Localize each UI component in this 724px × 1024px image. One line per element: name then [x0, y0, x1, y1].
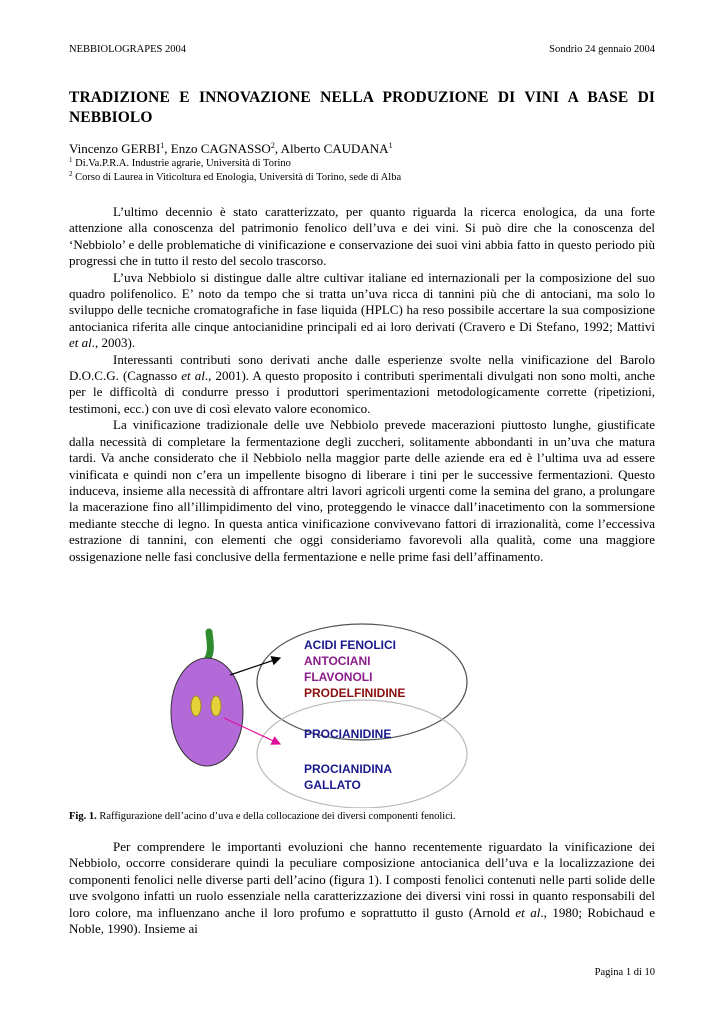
label-prodelfinidine: PRODELFINIDINE — [304, 686, 406, 700]
label-gallato: GALLATO — [304, 778, 361, 792]
header-left: NEBBIOLOGRAPES 2004 — [69, 44, 186, 55]
paragraph-1: L’ultimo decennio è stato caratterizzato, per quanto riguarda la ricerca enologica, da una forte attenzione alla conoscenza del patrimonio fenolico dell’uva e dei vini. Si può dire che la conoscenza del ‘Nebbiolo’ e delle problematiche di vinificazione e conservazione dei suoi vini abbia fatto in questo periodo più progressi che in tutto il resto del secolo trascorso. — [69, 204, 655, 269]
paragraph-4: La vinificazione tradizionale delle uve Nebbiolo prevede macerazioni piuttosto lunghe, giustificate dalla necessità di completare la fermentazione degli zuccheri, solitamente abbondanti in un’uva che matura tardi. Va anche considerato che il Nebbiolo nella maggior parte delle aziende era ed è l’ultima uva ad essere vinificata e quindi non c’era un impellente bisogno di liberare i tini per le successive fermentazioni. Questo induceva, insieme alla necessità di affrontare altri lavori agricoli urgenti come la semina del grano, a prolungare la macerazione fino all’illimpidimento del vino, proteggendo le vinacce dall’inacetimento con la sommersione mediante stecche di legno. In questa antica vinificazione convivevano fattori di irrazionalità, come l’eccessiva estrazione di tannini, con elementi che oggi consideriamo favorevoli alla qualità, come una maggiore ossigenazione nelle fasi conclusive della fermentazione e nelle prime fasi dell’affinamento. — [69, 417, 655, 564]
paragraph-2 — [69, 270, 655, 352]
paragraph-5-italic: et al — [515, 904, 541, 920]
author-1: Vincenzo GERBI — [69, 141, 161, 156]
author-1-affil: 1 — [160, 141, 165, 150]
author-3: , Alberto CAUDANA — [274, 141, 389, 156]
author-2: , Enzo CAGNASSO — [164, 141, 271, 156]
label-acidi-fenolici: ACIDI FENOLICI — [304, 638, 396, 652]
paragraph-3-part-a: Interessanti contributi sono derivati anche dalle esperienze svolte nella vinificazione del Barolo D.O.C.G. (Cagnasso — [69, 351, 655, 384]
affiliation-2-number: 2 — [69, 170, 73, 178]
header-right: Sondrio 24 gennaio 2004 — [549, 44, 655, 55]
paragraph-2-italic: et al — [69, 335, 92, 351]
caption-label: Fig. 1. — [69, 811, 97, 822]
paragraph-5-part-b: ., 1980; Robichaud e Noble, 1990). Insieme ai — [69, 904, 655, 937]
paragraph-3-part-b: ., 2001). A questo proposito i contributi sperimentali divulgati non sono molti, anche per le difficoltà di condurre presso i produttori sperimentazioni metodologicamente corrette (ripetizioni, testimoni, ecc.) con uve di così elevato valore economico. — [69, 368, 655, 416]
body-text-lower — [69, 839, 655, 937]
paragraph-3-italic: et al — [181, 368, 205, 384]
paper-title: TRADIZIONE E INNOVAZIONE NELLA PRODUZIONE DI VINI A BASE DI NEBBIOLO — [69, 89, 655, 126]
figure-caption — [69, 810, 455, 823]
affiliation-1 — [69, 157, 291, 171]
page-number: Pagina 1 di 10 — [594, 967, 655, 978]
caption-text: Raffigurazione dell’acino d’uva e della collocazione dei diversi componenti fenolici. — [96, 811, 456, 822]
affiliation-2-text: Corso di Laurea in Viticoltura ed Enologia, Università di Torino, sede di Alba — [72, 172, 402, 183]
body-text-upper — [69, 204, 655, 565]
author-3-affil: 1 — [388, 141, 393, 150]
paragraph-5 — [69, 839, 655, 937]
seed-icon-right — [211, 696, 221, 716]
paragraph-3 — [69, 352, 655, 418]
authors-line — [69, 141, 393, 157]
affiliation-1-text: Di.Va.P.R.A. Industrie agrarie, Università di Torino — [72, 158, 291, 169]
affiliation-1-number: 1 — [69, 156, 73, 164]
figure-grape-diagram — [160, 620, 490, 808]
label-procianidine: PROCIANIDINE — [304, 727, 392, 741]
paragraph-2-part-a: L’uva Nebbiolo si distingue dalle altre cultivar italiane ed internazionali per la composizione del suo quadro polifenolico. E’ noto da tempo che si tratta un’uva ricca di tannini più che di antociani, ma solo lo sviluppo delle tecniche cromatografiche in fase liquida (HPLC) ha reso possibile accertare la sua composizione antocianica riferita alle cinque antocianidine principali ed ai loro derivati (Cravero e Di Stefano, 1992; Mattivi — [69, 269, 655, 334]
arrow-skin — [230, 658, 280, 675]
label-antociani: ANTOCIANI — [304, 654, 371, 668]
label-flavonoli: FLAVONOLI — [304, 670, 373, 684]
paragraph-5-part-a: Per comprendere le importanti evoluzioni che hanno recentemente riguardato la vinificazione dei Nebbiolo, occorre considerare quindi la peculiare composizione antocianica dell’uva e la localizzazione dei componenti fenolici nelle diverse parti dell’acino (figura 1). I composti fenolici contenuti nelle parti solide delle uve svolgono infatti un ruolo essenziale nella caratterizzazione dei diversi vini rossi in quanto responsabili del loro colore, ma influenzano anche il loro profumo e soprattutto il gusto (Arnold — [69, 839, 655, 920]
label-procianidina: PROCIANIDINA — [304, 762, 393, 776]
author-2-affil: 2 — [270, 141, 275, 150]
seed-icon-left — [191, 696, 201, 716]
ellipse-seed — [257, 700, 467, 808]
grape-stem-icon — [208, 632, 210, 658]
paragraph-2-part-b: ., 2003). — [91, 335, 136, 351]
affiliation-2 — [69, 171, 401, 185]
